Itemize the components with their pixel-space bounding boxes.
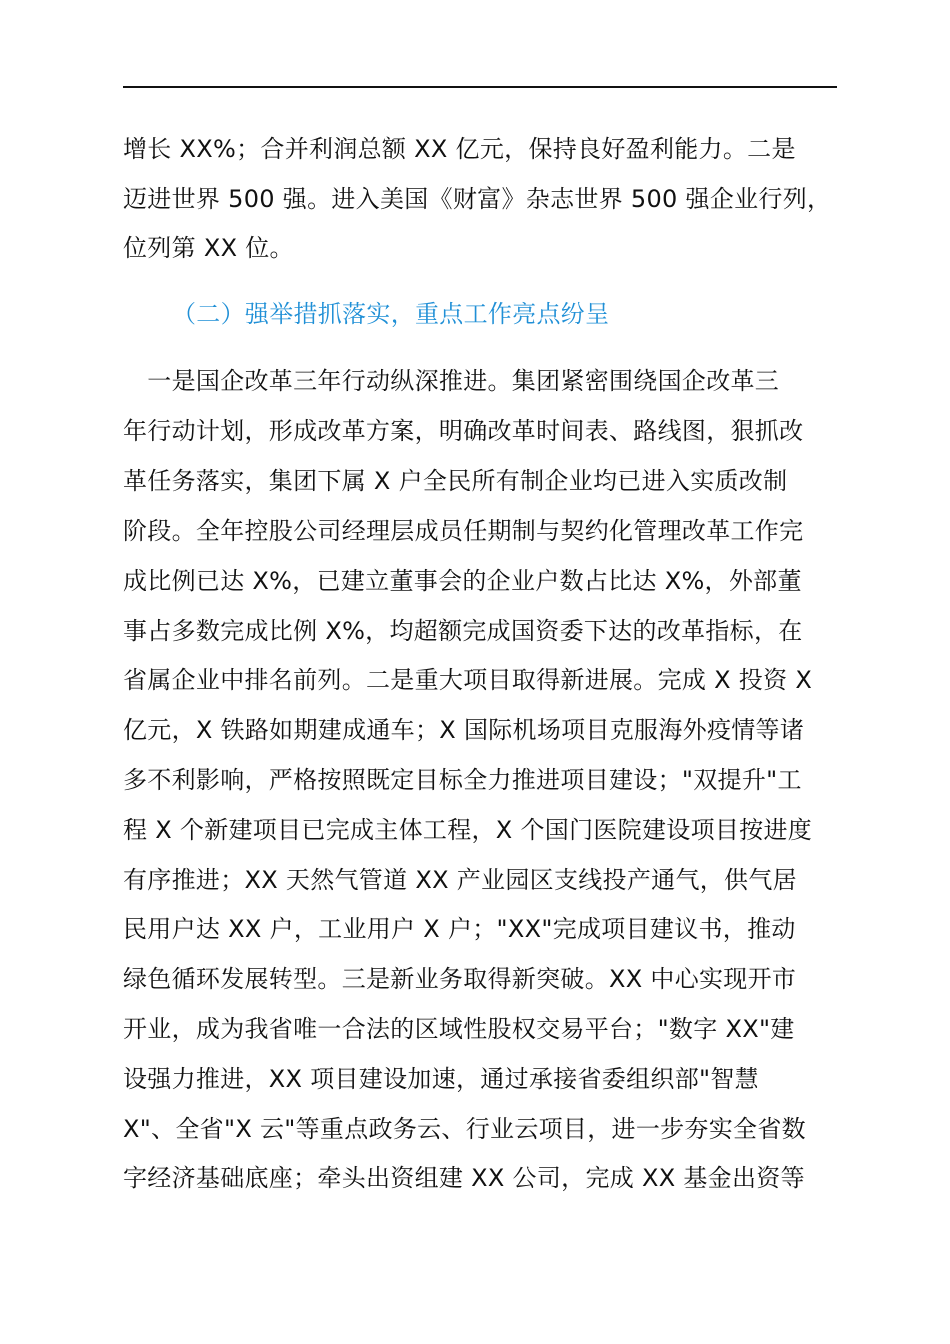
- paragraph-line: 字经济基础底座；牵头出资组建 XX 公司，完成 XX 基金出资等: [123, 1164, 805, 1192]
- paragraph-line: 位列第 XX 位。: [123, 234, 294, 262]
- section-heading: （二）强举措抓落实，重点工作亮点纷呈: [172, 300, 610, 328]
- paragraph-line: 年行动计划，形成改革方案，明确改革时间表、路线图，狠抓改: [123, 417, 804, 445]
- paragraph-line: 多不利影响，严格按照既定目标全力推进项目建设；"双提升"工: [123, 766, 802, 794]
- header-rule: [123, 86, 837, 88]
- paragraph-line: 开业，成为我省唯一合法的区域性股权交易平台；"数字 XX"建: [123, 1015, 795, 1043]
- paragraph-line: 省属企业中排名前列。二是重大项目取得新进展。完成 X 投资 X: [123, 666, 813, 694]
- paragraph-line: X"、全省"X 云"等重点政务云、行业云项目，进一步夯实全省数: [123, 1115, 806, 1143]
- paragraph-line: 亿元，X 铁路如期建成通车；X 国际机场项目克服海外疫情等诸: [123, 716, 805, 744]
- paragraph-line: 增长 XX%；合并利润总额 XX 亿元，保持良好盈利能力。二是: [123, 135, 796, 163]
- paragraph-line: 革任务落实，集团下属 X 户全民所有制企业均已进入实质改制: [123, 467, 788, 495]
- paragraph-line: 迈进世界 500 强。进入美国《财富》杂志世界 500 强企业行列，: [123, 185, 832, 213]
- paragraph-line: 有序推进；XX 天然气管道 XX 产业园区支线投产通气，供气居: [123, 866, 797, 894]
- paragraph-line: 绿色循环发展转型。三是新业务取得新突破。XX 中心实现开市: [123, 965, 797, 993]
- paragraph-line: 阶段。全年控股公司经理层成员任期制与契约化管理改革工作完: [123, 517, 804, 545]
- paragraph-line: 民用户达 XX 户，工业用户 X 户；"XX"完成项目建议书，推动: [123, 915, 796, 943]
- paragraph-line: 事占多数完成比例 X%，均超额完成国资委下达的改革指标，在: [123, 617, 803, 645]
- paragraph-line: 一是国企改革三年行动纵深推进。集团紧密围绕国企改革三: [123, 367, 780, 395]
- paragraph-line: 设强力推进，XX 项目建设加速，通过承接省委组织部"智慧: [123, 1065, 759, 1093]
- paragraph-line: 成比例已达 X%，已建立董事会的企业户数占比达 X%，外部董: [123, 567, 802, 595]
- paragraph-line: 程 X 个新建项目已完成主体工程，X 个国门医院建设项目按进度: [123, 816, 813, 844]
